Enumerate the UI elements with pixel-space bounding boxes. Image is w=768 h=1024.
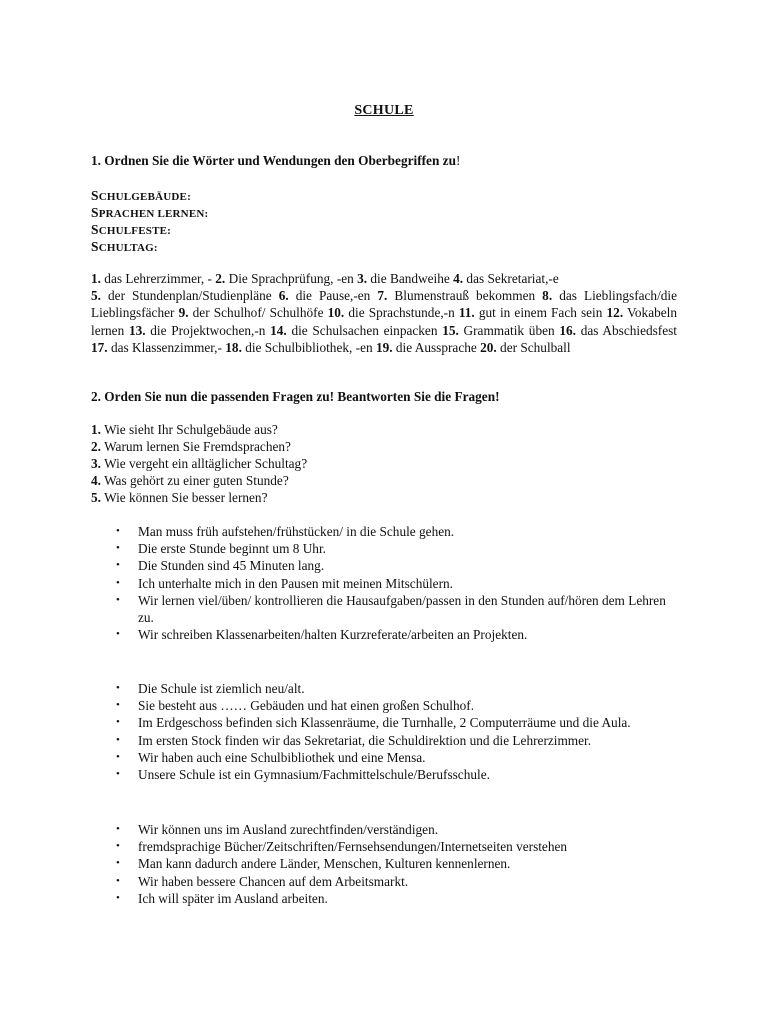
answer-group-schultag (91, 523, 683, 643)
answer-item: • Im Erdgeschoss befinden sich Klassenräume, die Turnhalle, 2 Computerräume und die Aula. (116, 715, 631, 731)
bullet-icon: • (116, 559, 120, 572)
answer-item: • Die Schule ist ziemlich neu/alt. (116, 681, 305, 696)
question-item: 5. Wie können Sie besser lernen? (91, 490, 268, 505)
category-item: SCHULFESTE: (91, 222, 172, 237)
word-item: 15. Grammatik üben (442, 322, 560, 338)
document-title: SCHULE (354, 103, 414, 118)
word-item: 6. die Pause,-en (278, 288, 378, 304)
task-2-number: 2. (91, 389, 101, 404)
category-item: SCHULTAG: (91, 239, 158, 254)
answer-item: • Sie besteht aus …… Gebäuden und hat einen großen Schulhof. (116, 698, 475, 714)
bullet-icon: • (116, 891, 120, 904)
question-item: 2. Warum lernen Sie Fremdsprachen? (91, 439, 291, 454)
word-item: 9. der Schulhof/ Schulhöfe (178, 305, 328, 321)
word-item: 17. das Klassenzimmer,- (91, 339, 226, 355)
task-1-heading (91, 153, 460, 169)
bullet-icon: • (116, 768, 120, 781)
answer-item: • Man kann dadurch andere Länder, Menschen, Kulturen kennenlernen. (116, 856, 511, 872)
word-item: 16. das Abschiedsfest (559, 322, 677, 338)
answer-item: • Wir haben bessere Chancen auf dem Arbeitsmarkt. (116, 873, 409, 889)
word-item: 13. die Projektwochen,-n (128, 322, 271, 338)
question-list (91, 421, 307, 506)
word-item: 5. der Stundenplan/Studienpläne (91, 288, 279, 304)
word-item: 3. die Bandweihe (357, 271, 454, 286)
word-item: 12. Vokabeln lernen (91, 305, 677, 338)
task-2-heading (91, 389, 500, 405)
bullet-icon: • (116, 823, 120, 835)
answer-item: • Wir schreiben Klassenarbeiten/halten Kurzreferate/arbeiten an Projekten. (116, 627, 528, 643)
word-item: 7. Blumenstrauß bekommen (377, 288, 543, 304)
answer-item: • Die erste Stunde beginnt um 8 Uhr. (116, 541, 326, 557)
task-1-number: 1. (91, 153, 101, 168)
word-item: 4. das Sekretariat,-e (453, 271, 559, 286)
question-item: 1. Wie sieht Ihr Schulgebäude aus? (91, 422, 278, 437)
task-1-text: Ordnen Sie die Wörter und Wendungen den Oberbegriffen zu (100, 153, 456, 168)
question-item: 4. Was gehört zu einer guten Stunde? (91, 473, 289, 488)
bullet-icon: • (116, 750, 120, 763)
answer-item: • fremdsprachige Bücher/Zeitschriften/Fernsehsendungen/Internetseiten verstehen (116, 839, 568, 855)
word-list (91, 270, 677, 356)
bullet-icon: • (116, 576, 120, 589)
bullet-icon: • (116, 733, 120, 746)
task-2-text: Orden Sie nun die passenden Fragen zu! Beantworten Sie die Fragen! (100, 389, 500, 404)
category-list (91, 187, 208, 255)
word-item: 14. die Schulsachen einpacken (270, 322, 443, 338)
bullet-icon: • (116, 542, 120, 555)
bullet-icon: • (116, 699, 120, 712)
answer-item: • Wir haben auch eine Schulbibliothek und eine Mensa. (116, 749, 426, 765)
task-1-end: ! (455, 153, 461, 168)
bullet-icon: • (116, 525, 120, 537)
question-item: 3. Wie vergeht ein alltäglicher Schultag? (91, 456, 308, 471)
category-item: SPRACHEN LERNEN: (91, 205, 209, 220)
category-item: SCHULGEBÄUDE: (91, 188, 191, 203)
answer-item: • Ich will später im Ausland arbeiten. (116, 890, 328, 906)
answer-item: • Man muss früh aufstehen/frühstücken/ in die Schule gehen. (116, 524, 455, 539)
answer-item: • Die Stunden sind 45 Minuten lang. (116, 558, 325, 574)
word-item: 2. Die Sprachprüfung, -en (215, 271, 358, 286)
bullet-icon: • (116, 716, 120, 729)
word-item: 1. das Lehrerzimmer, - (91, 271, 216, 286)
word-item: 8. das Lieblingsfach/die Lieblingsfächer (91, 288, 678, 321)
answer-item: • Unsere Schule ist ein Gymnasium/Fachmittelschule/Berufsschule. (116, 767, 490, 783)
bullet-icon: • (116, 628, 120, 641)
answer-item: • Ich unterhalte mich in den Pausen mit meinen Mitschülern. (116, 575, 453, 591)
bullet-icon: • (116, 682, 120, 694)
word-item: 20. der Schulball (480, 339, 571, 355)
answer-group-schulgebaeude (91, 680, 683, 783)
answer-group-fremdsprachen (91, 821, 683, 907)
bullet-icon: • (116, 840, 120, 853)
bullet-icon: • (116, 593, 120, 606)
answer-item: • Wir lernen viel/üben/ kontrollieren die Hausaufgaben/passen in den Stunden auf/hören dem Lehren zu. (116, 592, 666, 626)
bullet-icon: • (116, 857, 120, 870)
answer-item: • Im ersten Stock finden wir das Sekretariat, die Schuldirektion und die Lehrerzimmer. (116, 732, 592, 748)
word-item: 10. die Sprachstunde,-n (327, 305, 459, 321)
answer-item: • Wir können uns im Ausland zurechtfinden/verständigen. (116, 822, 439, 837)
word-item: 18. die Schulbibliothek, -en (225, 339, 376, 355)
word-item: 19. die Aussprache (375, 339, 481, 355)
word-item: 11. gut in einem Fach sein (458, 305, 607, 321)
bullet-icon: • (116, 874, 120, 887)
